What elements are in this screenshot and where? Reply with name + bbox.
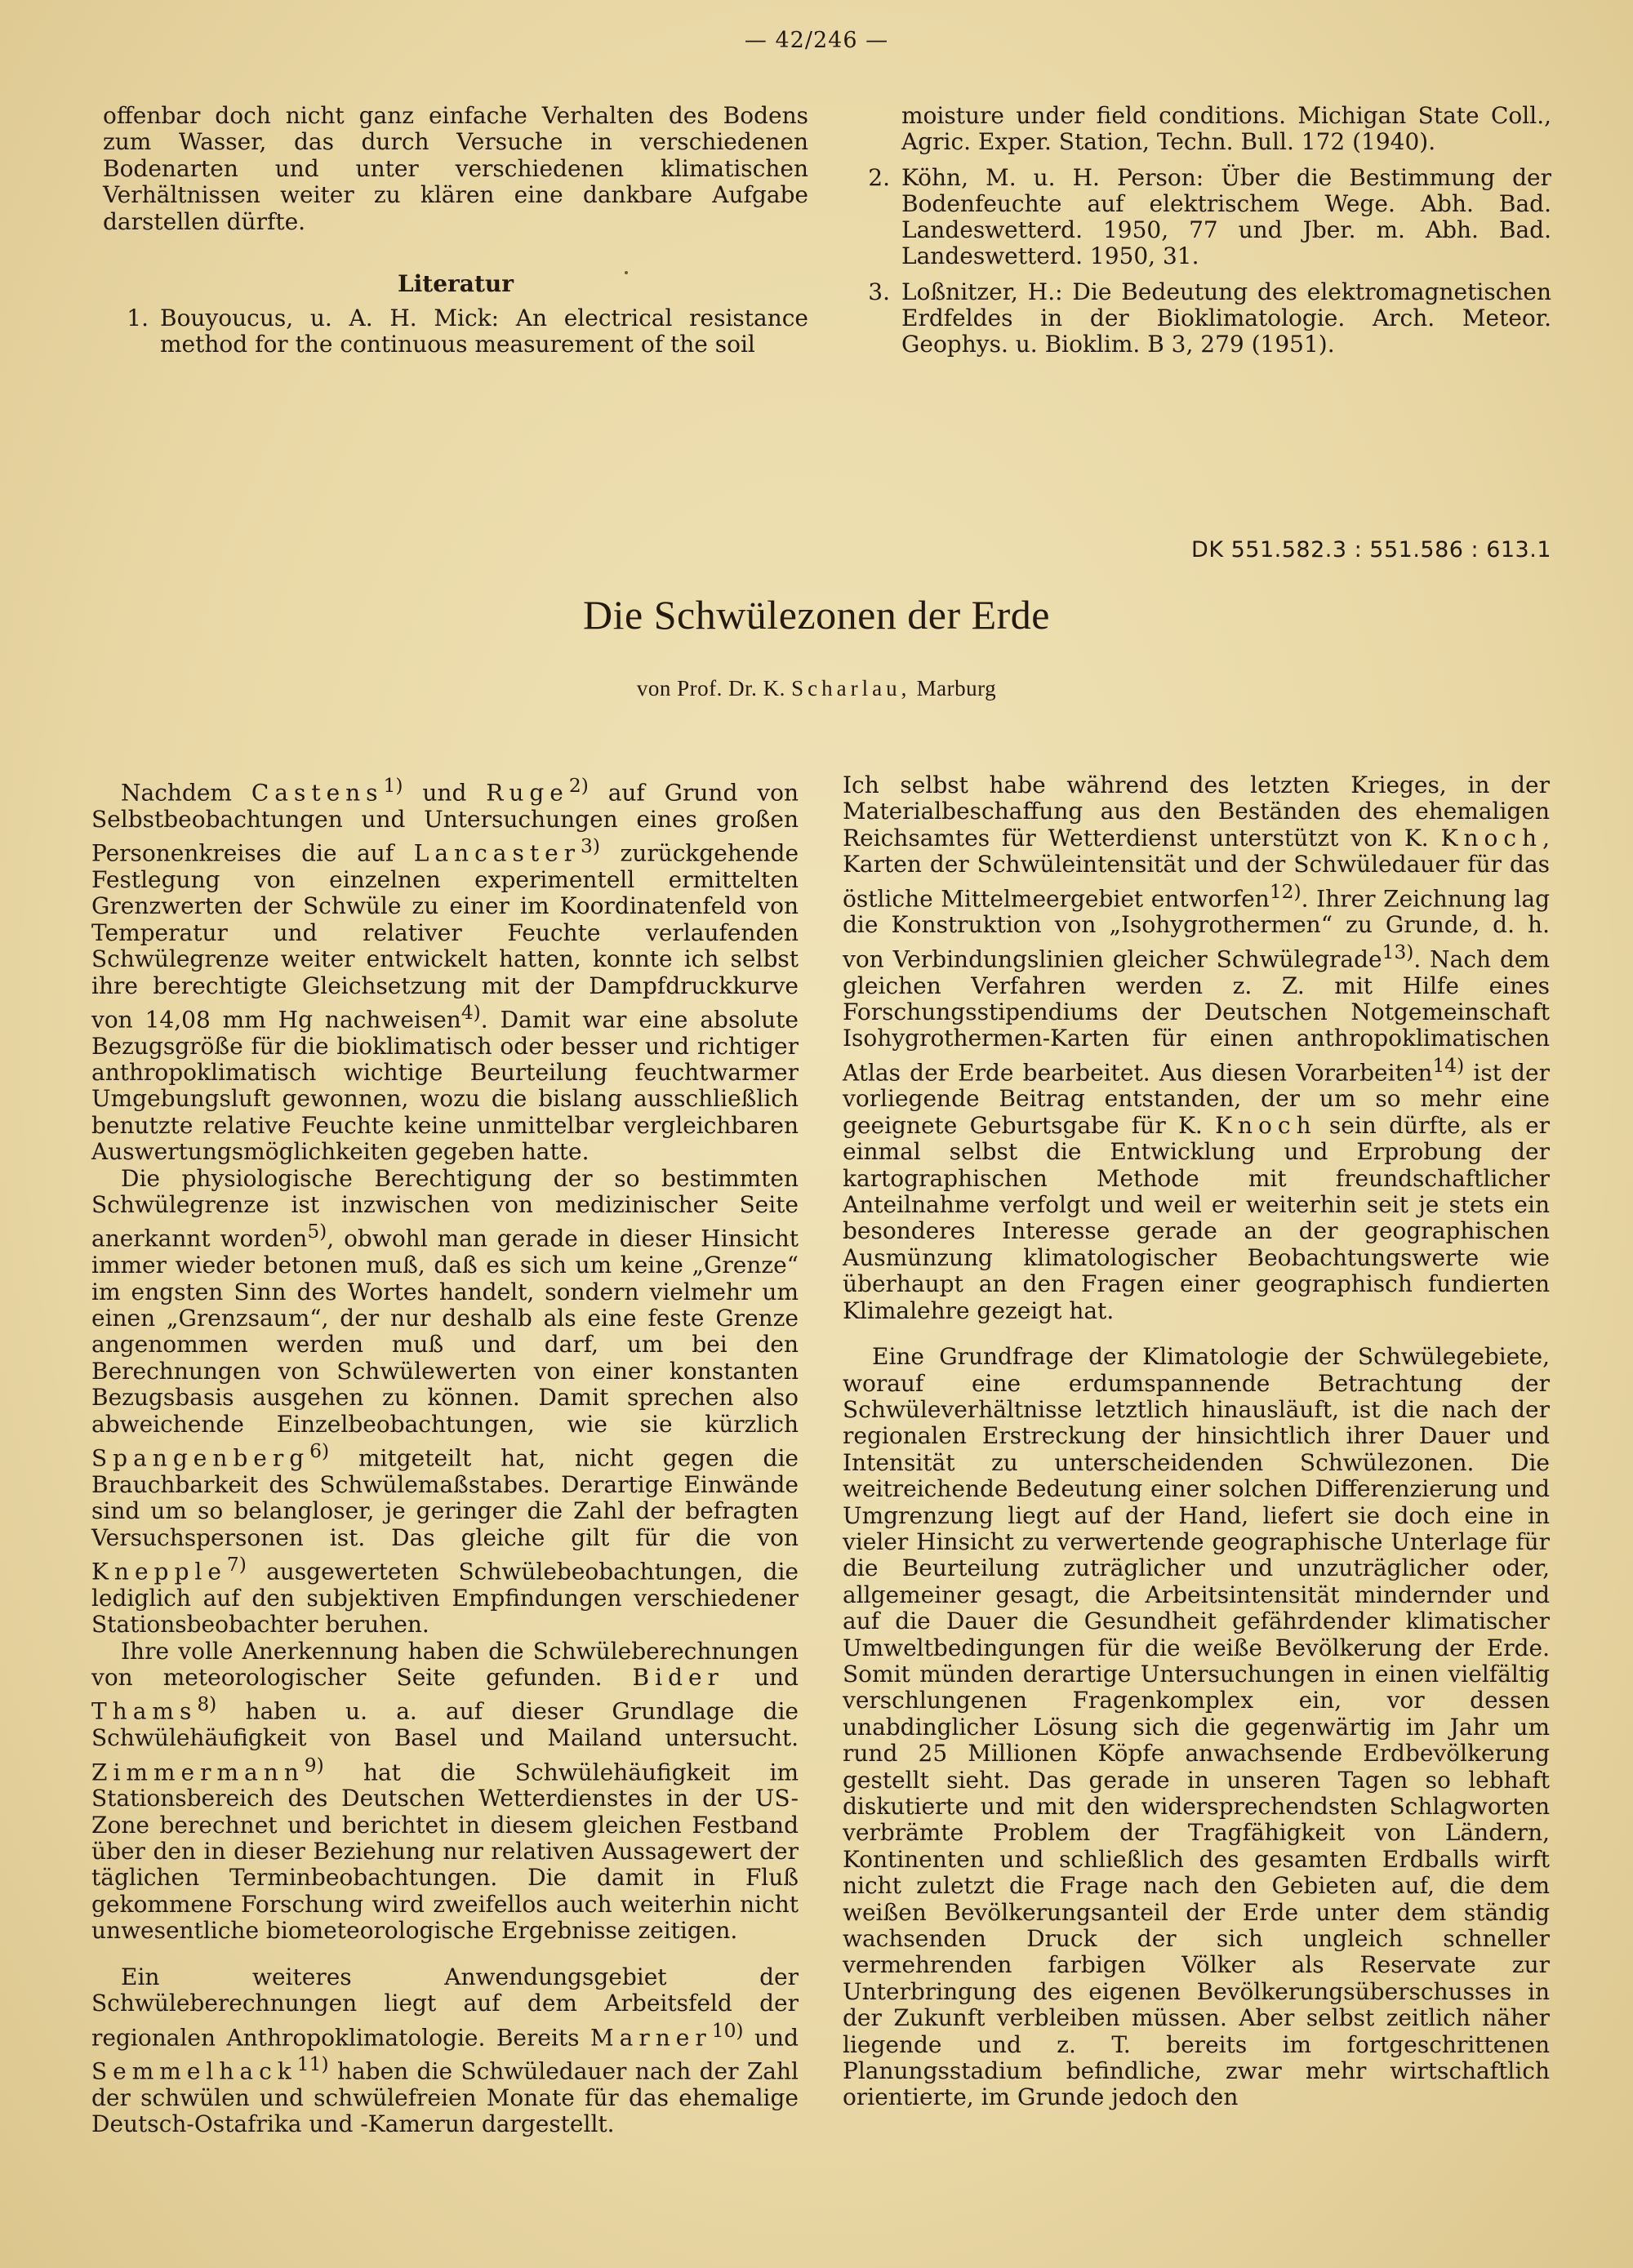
paragraph-3: Ihre volle Anerkennung haben die Schwüleberechnungen von meteorologischer Seite gefunden. Bider und Thams$^{8)}$ haben u. a. auf dieser Grundlage die Schwülehäufigkeit von Basel und Mailand untersucht. Zimmermann$^{9)}$ hat die Schwülehäufigkeit im Stationsbereich des Deutschen Wetterdienstes in der US-Zone berechnet und berichtet in diesem gleichen Festband über den in dieser Beziehung nur relativen Aussagewert der täglichen Terminbeobachtungen. Die damit in Fluß gekommene Forschung wird zweifellos auch weiterhin nicht unwesentliche biometeorologische Ergebnisse zeitigen.	[91, 1637, 799, 1945]
author-name: Marner	[590, 2023, 712, 2051]
reference-text: Loßnitzer, H.: Die Bedeutung des elektromagnetischen Erdfeldes in der Bioklimatologie. Arch. Meteor. Geophys. u. Bioklim. B 3, 279 (1951).	[901, 278, 1551, 358]
footnote-ref: 6)	[309, 1439, 330, 1463]
reference-text: moisture under field conditions. Michigan State Coll., Agric. Exper. Station, Techn. Bull. 172 (1940).	[901, 102, 1551, 155]
reference-3	[844, 279, 1551, 358]
footnote-ref: 8)	[197, 1692, 217, 1716]
author-surname: Scharlau,	[791, 676, 911, 700]
author-name: Ruge	[486, 779, 569, 807]
footnote-ref: 1)	[383, 774, 403, 797]
article-right-column	[843, 772, 1550, 2111]
article-left-column	[91, 772, 799, 2138]
decorative-dot	[625, 271, 628, 274]
literature-heading: Literatur	[397, 270, 514, 298]
author-name: Knepple	[91, 1558, 227, 1585]
footnote-ref: 14)	[1432, 1053, 1465, 1077]
article-byline	[0, 676, 1633, 701]
author-name: Knoch	[1440, 824, 1543, 852]
paragraph-6: Eine Grundfrage der Klimatologie der Schwülegebiete, worauf eine erdumspannende Betrachtung der Schwüleverhältnisse letztlich hinausläuft, ist die nach der regionalen Erstreckung der hinsichtlich ihrer Dauer und Intensität zu unterscheidenden Schwülezonen. Die weitreichende Bedeutung einer solchen Differenzierung und Umgrenzung liegt auf der Hand, liefert sie doch eine in vieler Hinsicht zu verwertende geographische Unterlage für die Beurteilung zuträglicher und unzuträglicher oder, allgemeiner gesagt, die Arbeitsintensität mindernder und auf die Dauer die Gesundheit gefährdender klimatischer Umweltbedingungen für die weiße Bevölkerung der Erde. Somit münden derartige Untersuchungen in einen vielfältig verschlungenen Fragenkomplex ein, vor dessen unabdinglicher Lösung sich die gegenwärtig im Jahr um rund 25 Millionen Köpfe anwachsende Erdbevölkerung gestellt sieht. Das gerade in unseren Tagen so lebhaft diskutierte und mit den widersprechendsten Schlagworten verbrämte Problem der Tragfähigkeit von Ländern, Kontinenten und schließlich des gesamten Erdballs wirft nicht zuletzt die Frage nach den Gebieten auf, die dem weißen Bevölkerungsanteil der Erde unter dem ständig wachsenden Druck der sich ungleich schneller vermehrenden farbigen Völker als Reservate zur Unterbringung des eigenen Bevölkerungsüberschusses in der Zukunft verbleiben müssen. Aber selbst zeitlich näher liegende und z. T. bereits im fortgeschrittenen Planungsstadium befindliche, zwar mehr wirtschaftlich orientierte, im Grunde jedoch den	[843, 1343, 1550, 2111]
author-name: Castens	[251, 779, 384, 807]
footnote-ref: 7)	[226, 1553, 247, 1576]
reference-number: 2.	[868, 164, 890, 191]
closing-paragraph: offenbar doch nicht ganz einfache Verhalten des Bodens zum Wasser, das durch Versuche in verschiedenen Bodenarten und unter verschiedenen klimatischen Verhältnissen weiter zu klären eine dankbare Aufgabe darstellen dürfte.	[103, 102, 808, 235]
footnote-ref: 4)	[461, 1000, 481, 1024]
author-name: Zimmermann	[91, 1758, 305, 1785]
author-name: Thams	[91, 1697, 198, 1725]
paragraph-2: Die physiologische Berechtigung der so bestimmten Schwülegrenze ist inzwischen von medizinischer Seite anerkannt worden$^{5)}$, obwohl man gerade in dieser Hinsicht immer wieder betonen muß, daß es sich um keine „Grenze“ im engsten Sinn des Wortes handelt, sondern vielmehr um einen „Grenzsaum“, der nur deshalb als eine feste Grenze angenommen werden muß und darf, um bei den Berechnungen von Schwülewerten von einer konstanten Bezugsbasis ausgehen zu können. Damit sprechen also abweichende Einzelbeobachtungen, wie sie kürzlich Spangenberg$^{6)}$ mitgeteilt hat, nicht gegen die Brauchbarkeit des Schwülemaßstabes. Derartige Einwände sind um so belangloser, je geringer die Zahl der befragten Versuchspersonen ist. Das gleiche gilt für die von Knepple$^{7)}$ ausgewerteten Schwülebeobachtungen, die lediglich auf den subjektiven Empfindungen verschiedener Stationsbeobachter beruhen.	[91, 1164, 799, 1639]
reference-1-continuation	[844, 103, 1551, 155]
author-place: Marburg	[916, 676, 997, 700]
byline-prefix: von Prof. Dr. K.	[636, 676, 785, 700]
footnote-ref: 5)	[307, 1220, 327, 1243]
reference-2	[844, 165, 1551, 269]
footnote-ref: 2)	[568, 774, 589, 797]
article-title: Die Schwülezonen der Erde	[583, 592, 1050, 638]
author-name: Lancaster	[413, 839, 581, 867]
footnote-ref: 12)	[1269, 879, 1302, 903]
footnote-ref: 13)	[1382, 940, 1414, 963]
author-name: Knoch	[1215, 1111, 1317, 1139]
reference-number: 1.	[127, 305, 149, 332]
dk-classification: DK 551.582.3 : 551.586 : 613.1	[1191, 537, 1551, 563]
reference-text: Bouyoucus, u. A. H. Mick: An electrical resistance method for the continuous measurement of the soil	[160, 305, 808, 358]
reference-1	[103, 305, 808, 358]
author-name: Semmelhack	[91, 2057, 297, 2085]
paragraph-4: Ein weiteres Anwendungsgebiet der Schwüleberechnungen liegt auf dem Arbeitsfeld der regionalen Anthropoklimatologie. Bereits Marner$^{10)}$ und Semmelhack$^{11)}$ haben die Schwüledauer nach der Zahl der schwülen und schwülefreien Monate für das ehemalige Deutsch-Ostafrika und -Kamerun dargestellt.	[91, 1963, 799, 2138]
reference-number: 3.	[868, 278, 890, 305]
author-name: Bider	[632, 1663, 724, 1691]
footnote-ref: 11)	[296, 2052, 329, 2076]
footnote-ref: 10)	[711, 2018, 744, 2042]
footnote-ref: 9)	[304, 1753, 324, 1777]
author-name: Spangenberg	[91, 1444, 310, 1472]
previous-article-right-column	[844, 103, 1551, 358]
paragraph-5: Ich selbst habe während des letzten Krieges, in der Materialbeschaffung aus den Beständen des ehemaligen Reichsamtes für Wetterdienst unterstützt von K. Knoch, Karten der Schwüleintensität und der Schwüledauer für das östliche Mittelmeergebiet entworfen$^{12)}$. Ihrer Zeichnung lag die Konstruktion von „Isohygrothermen“ zu Grunde, d. h. von Verbindungslinien gleicher Schwülegrade$^{13)}$. Nach dem gleichen Verfahren werden z. Z. mit Hilfe eines Forschungsstipendiums der Deutschen Notgemeinschaft Isohygrothermen-Karten für einen anthropoklimatischen Atlas der Erde bearbeitet. Aus diesen Vorarbeiten$^{14)}$ ist der vorliegende Beitrag entstanden, der um so mehr eine geeignete Geburtsgabe für K. Knoch sein dürfte, als er einmal selbst die Entwicklung und Erprobung der kartographischen Methode mit freundschaftlicher Anteilnahme verfolgt und weil er weiterhin seit je stets ein besonderes Interesse gerade an der geographischen Ausmünzung klimatologischer Beobachtungswerte wie überhaupt an den Fragen einer geographisch fundierten Klimalehre gezeigt hat.	[843, 772, 1551, 1324]
footnote-ref: 3)	[581, 834, 600, 858]
paragraph-1: Nachdem Castens$^{1)}$ und Ruge$^{2)}$ auf Grund von Selbstbeobachtungen und Untersuchungen eines großen Personenkreises die auf Lancaster$^{3)}$ zurückgehende Festlegung von einzelnen experimentell ermittelten Grenzwerten der Schwüle zu einer im Koordinatenfeld von Temperatur und relativer Feuchte verlaufenden Schwülegrenze weiter entwickelt hatten, konnte ich selbst ihre berechtigte Gleichsetzung mit der Dampfdruckkurve von 14,08 mm Hg nachweisen$^{4)}$. Damit war eine absolute Bezugsgröße für die bioklimatisch oder besser und richtiger anthropoklimatisch wichtige Beurteilung feuchtwarmer Umgebungsluft gewonnen, wozu die bislang ausschließlich benutzte relative Feuchte keine unmittelbar vergleichbaren Auswertungsmöglichkeiten gegeben hatte.	[91, 774, 799, 1166]
page-number: — 42/246 —	[744, 28, 889, 53]
reference-text: Köhn, M. u. H. Person: Über die Bestimmung der Bodenfeuchte auf elektrischem Wege. Abh. Bad. Landeswetterd. 1950, 77 und Jber. m. Abh. Bad. Landeswetterd. 1950, 31.	[901, 164, 1551, 269]
previous-article-left-column	[103, 103, 808, 358]
